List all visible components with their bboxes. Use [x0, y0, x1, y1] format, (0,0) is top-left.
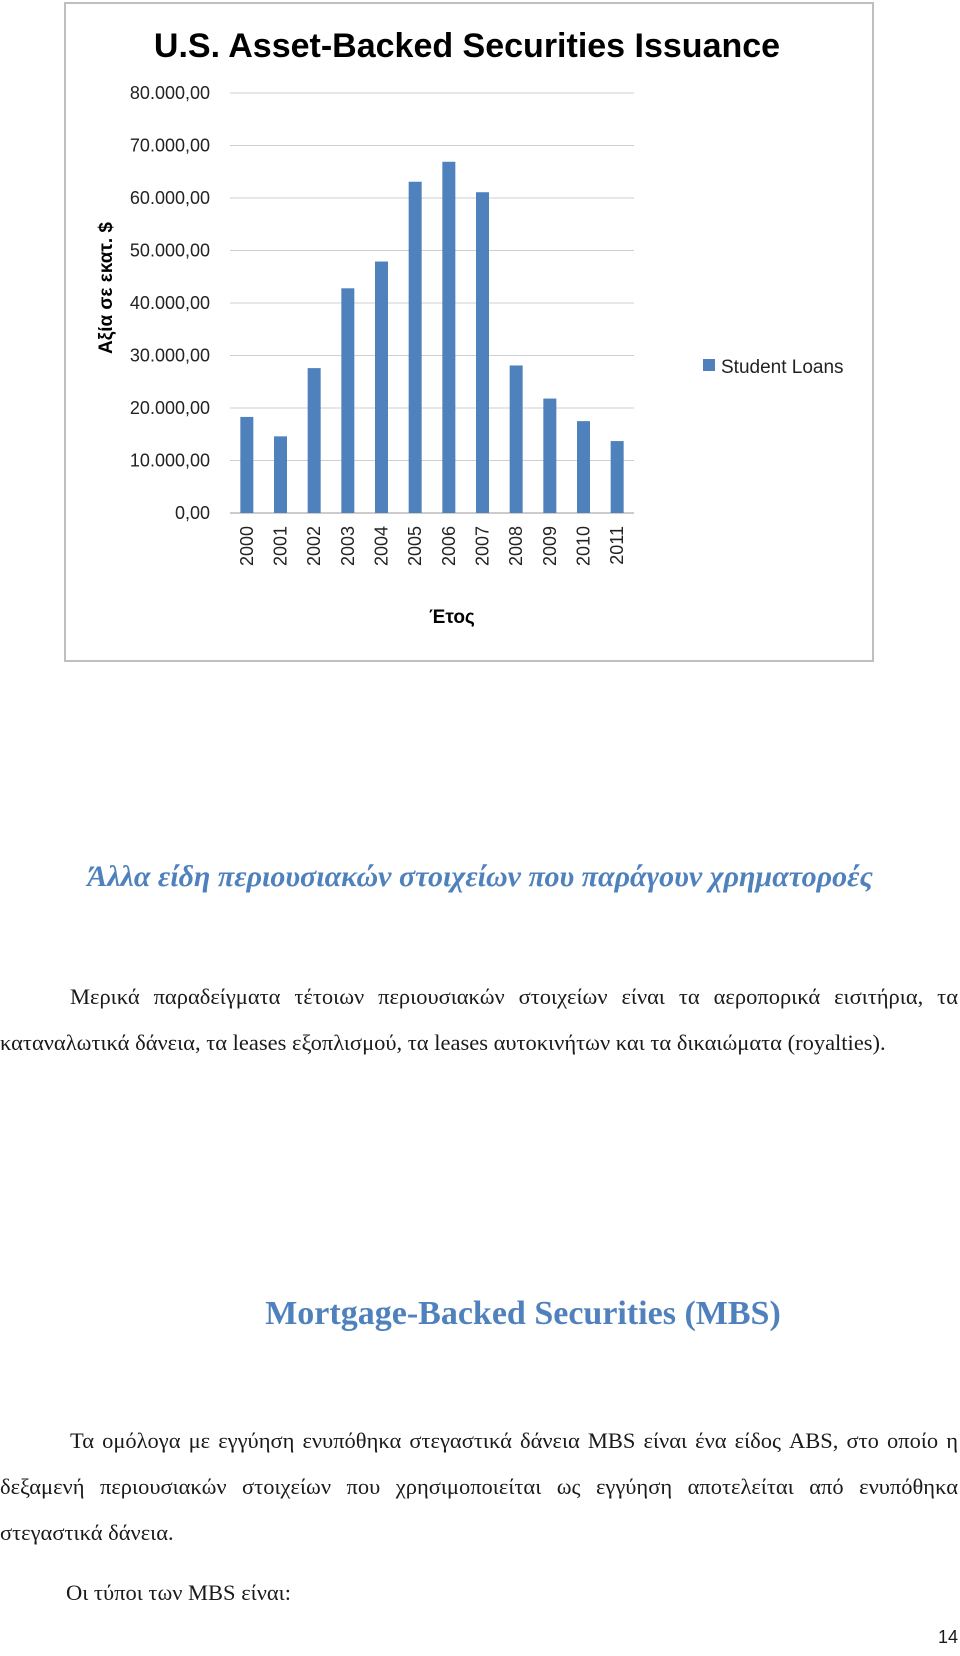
- x-tick-label: 2010: [573, 526, 594, 567]
- legend-label: Student Loans: [721, 357, 844, 378]
- paragraph-examples-text: Μερικά παραδείγματα τέτοιων περιουσιακών στοιχείων είναι τα αεροπορικά εισιτήρια, τα καταναλωτικά δάνεια, τα leases εξοπλισμού, τα leases αυτοκινήτων και τα δικαιώματα (royalties).: [0, 984, 958, 1055]
- x-tick-label: 2007: [472, 526, 493, 567]
- y-tick-label: 70.000,00: [129, 135, 210, 156]
- y-tick-label: 50.000,00: [129, 240, 210, 261]
- chart-title: U.S. Asset-Backed Securities Issuance: [153, 27, 781, 65]
- bar-2011: [611, 441, 624, 513]
- bar-2008: [510, 365, 523, 513]
- y-tick-label: 60.000,00: [129, 188, 210, 208]
- y-tick-label: 20.000,00: [129, 398, 210, 418]
- x-tick-label: 2002: [304, 526, 325, 567]
- bar-2003: [341, 288, 354, 513]
- x-tick-label: 2003: [337, 526, 358, 567]
- section-heading: Άλλα είδη περιουσιακών στοιχείων που παράγουν χρηματοροές: [87, 860, 873, 893]
- x-axis-title: Έτος: [429, 607, 475, 628]
- y-tick-label: 0,00: [174, 503, 210, 523]
- bar-2010: [577, 421, 590, 513]
- legend: [703, 357, 844, 378]
- paragraph-examples: [0, 974, 958, 1066]
- page-number: 14: [937, 1627, 958, 1647]
- bar-2005: [409, 182, 422, 513]
- bar-2007: [476, 192, 489, 513]
- y-tick-label: 10.000,00: [129, 450, 210, 471]
- y-tick-label: 40.000,00: [129, 293, 210, 313]
- x-tick-label: 2008: [506, 526, 527, 567]
- bar-2000: [240, 417, 253, 513]
- abs-issuance-chart: [0, 0, 960, 680]
- x-tick-label: 2006: [438, 526, 459, 567]
- bar-2009: [543, 399, 556, 513]
- y-axis-title: Αξία σε εκατ. $: [96, 222, 117, 354]
- x-tick-label: 2005: [405, 526, 426, 567]
- x-tick-label: 2004: [371, 526, 392, 567]
- x-tick-labels: [237, 526, 627, 566]
- paragraph-mbs-definition-text: Τα ομόλογα με εγγύηση ενυπόθηκα στεγαστικά δάνεια MBS είναι ένα είδος ABS, στο οποίο η δεξαμενή περιουσιακών στοιχείων που χρησιμοποιείται ως εγγύηση αποτελείται από ενυπόθηκα στεγαστικά δάνεια.: [0, 1428, 958, 1545]
- paragraph-mbs-definition: [0, 1418, 958, 1556]
- mbs-heading: Mortgage-Backed Securities (MBS): [265, 1295, 781, 1332]
- legend-swatch: [703, 359, 715, 371]
- bar-2004: [375, 262, 388, 513]
- gridlines: [230, 93, 634, 513]
- x-tick-label: 2011: [607, 526, 628, 565]
- y-tick-label: 80.000,00: [129, 83, 210, 103]
- x-tick-label: 2000: [236, 526, 257, 567]
- x-tick-label: 2001: [270, 526, 291, 567]
- bar-2002: [308, 368, 321, 513]
- bar-2006: [442, 162, 455, 513]
- paragraph-mbs-types: Οι τύποι των MBS είναι:: [66, 1580, 291, 1605]
- bar-2001: [274, 436, 287, 513]
- x-tick-label: 2009: [539, 526, 560, 567]
- y-tick-labels: [130, 83, 210, 523]
- y-tick-label: 30.000,00: [129, 345, 210, 366]
